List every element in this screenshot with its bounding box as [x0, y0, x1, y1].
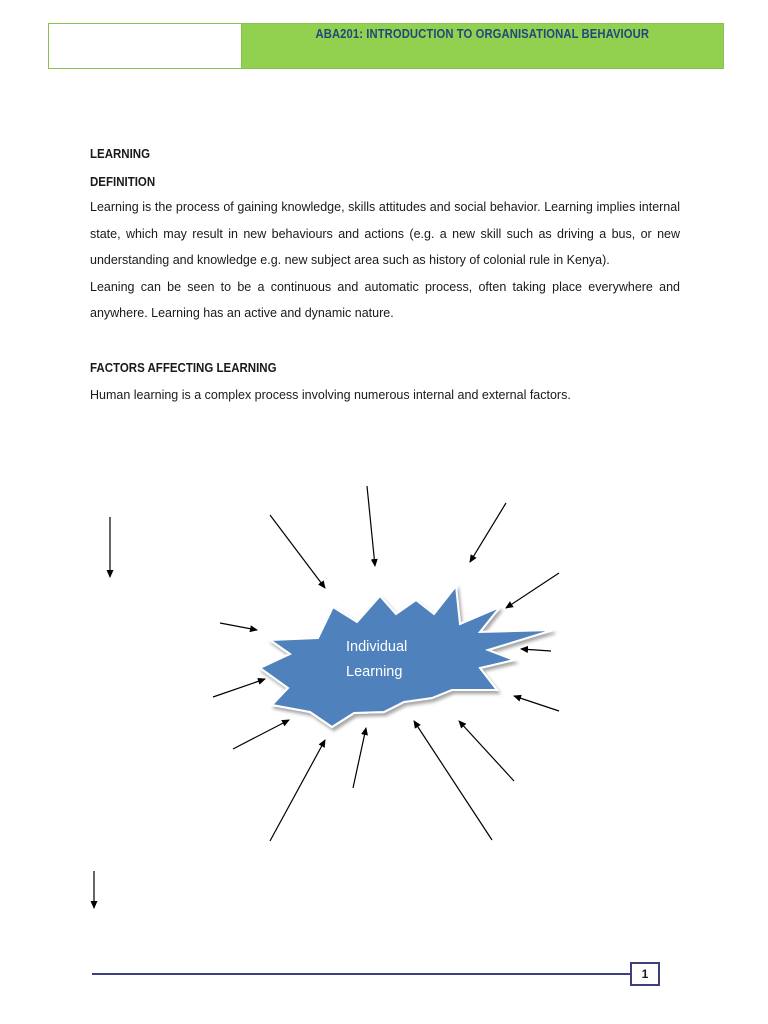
footer-rule [92, 973, 630, 975]
page-number: 1 [630, 962, 660, 986]
arrow [414, 721, 492, 840]
factors-heading: FACTORS AFFECTING LEARNING [90, 361, 277, 375]
arrow [220, 623, 257, 630]
burst-label-line1: Individual [346, 639, 408, 655]
arrow [353, 728, 366, 788]
arrow [213, 679, 265, 697]
arrow [459, 721, 514, 781]
burst-label-line2: Learning [346, 664, 403, 680]
factors-text: Human learning is a complex process involving numerous internal and external factors. [90, 388, 571, 402]
arrow [270, 515, 325, 588]
paragraph-2: Leaning can be seen to be a continuous and automatic process, often taking place everywhere and anywhere. Learning has an active and dynamic nature. [90, 279, 680, 320]
course-title: ABA201: INTRODUCTION TO ORGANISATIONAL BEHAVIOUR [315, 27, 650, 41]
section-heading: LEARNING [90, 147, 151, 161]
individual-learning-burst [260, 586, 553, 727]
arrow [270, 740, 325, 841]
arrow [506, 573, 559, 608]
arrow [514, 696, 559, 711]
paragraph-1: Learning is the process of gaining knowledge, skills attitudes and social behavior. Learning implies internal state, which may result in new behaviours and actions (e.g. a new skill such as driving a bus, or new understanding and knowledge e.g. new subject area such as history of colonial rule in Kenya). [90, 200, 680, 267]
arrow [521, 649, 551, 651]
arrow [470, 503, 506, 562]
arrow [233, 720, 289, 749]
definition-heading: DEFINITION [90, 175, 156, 189]
arrow [367, 486, 375, 566]
